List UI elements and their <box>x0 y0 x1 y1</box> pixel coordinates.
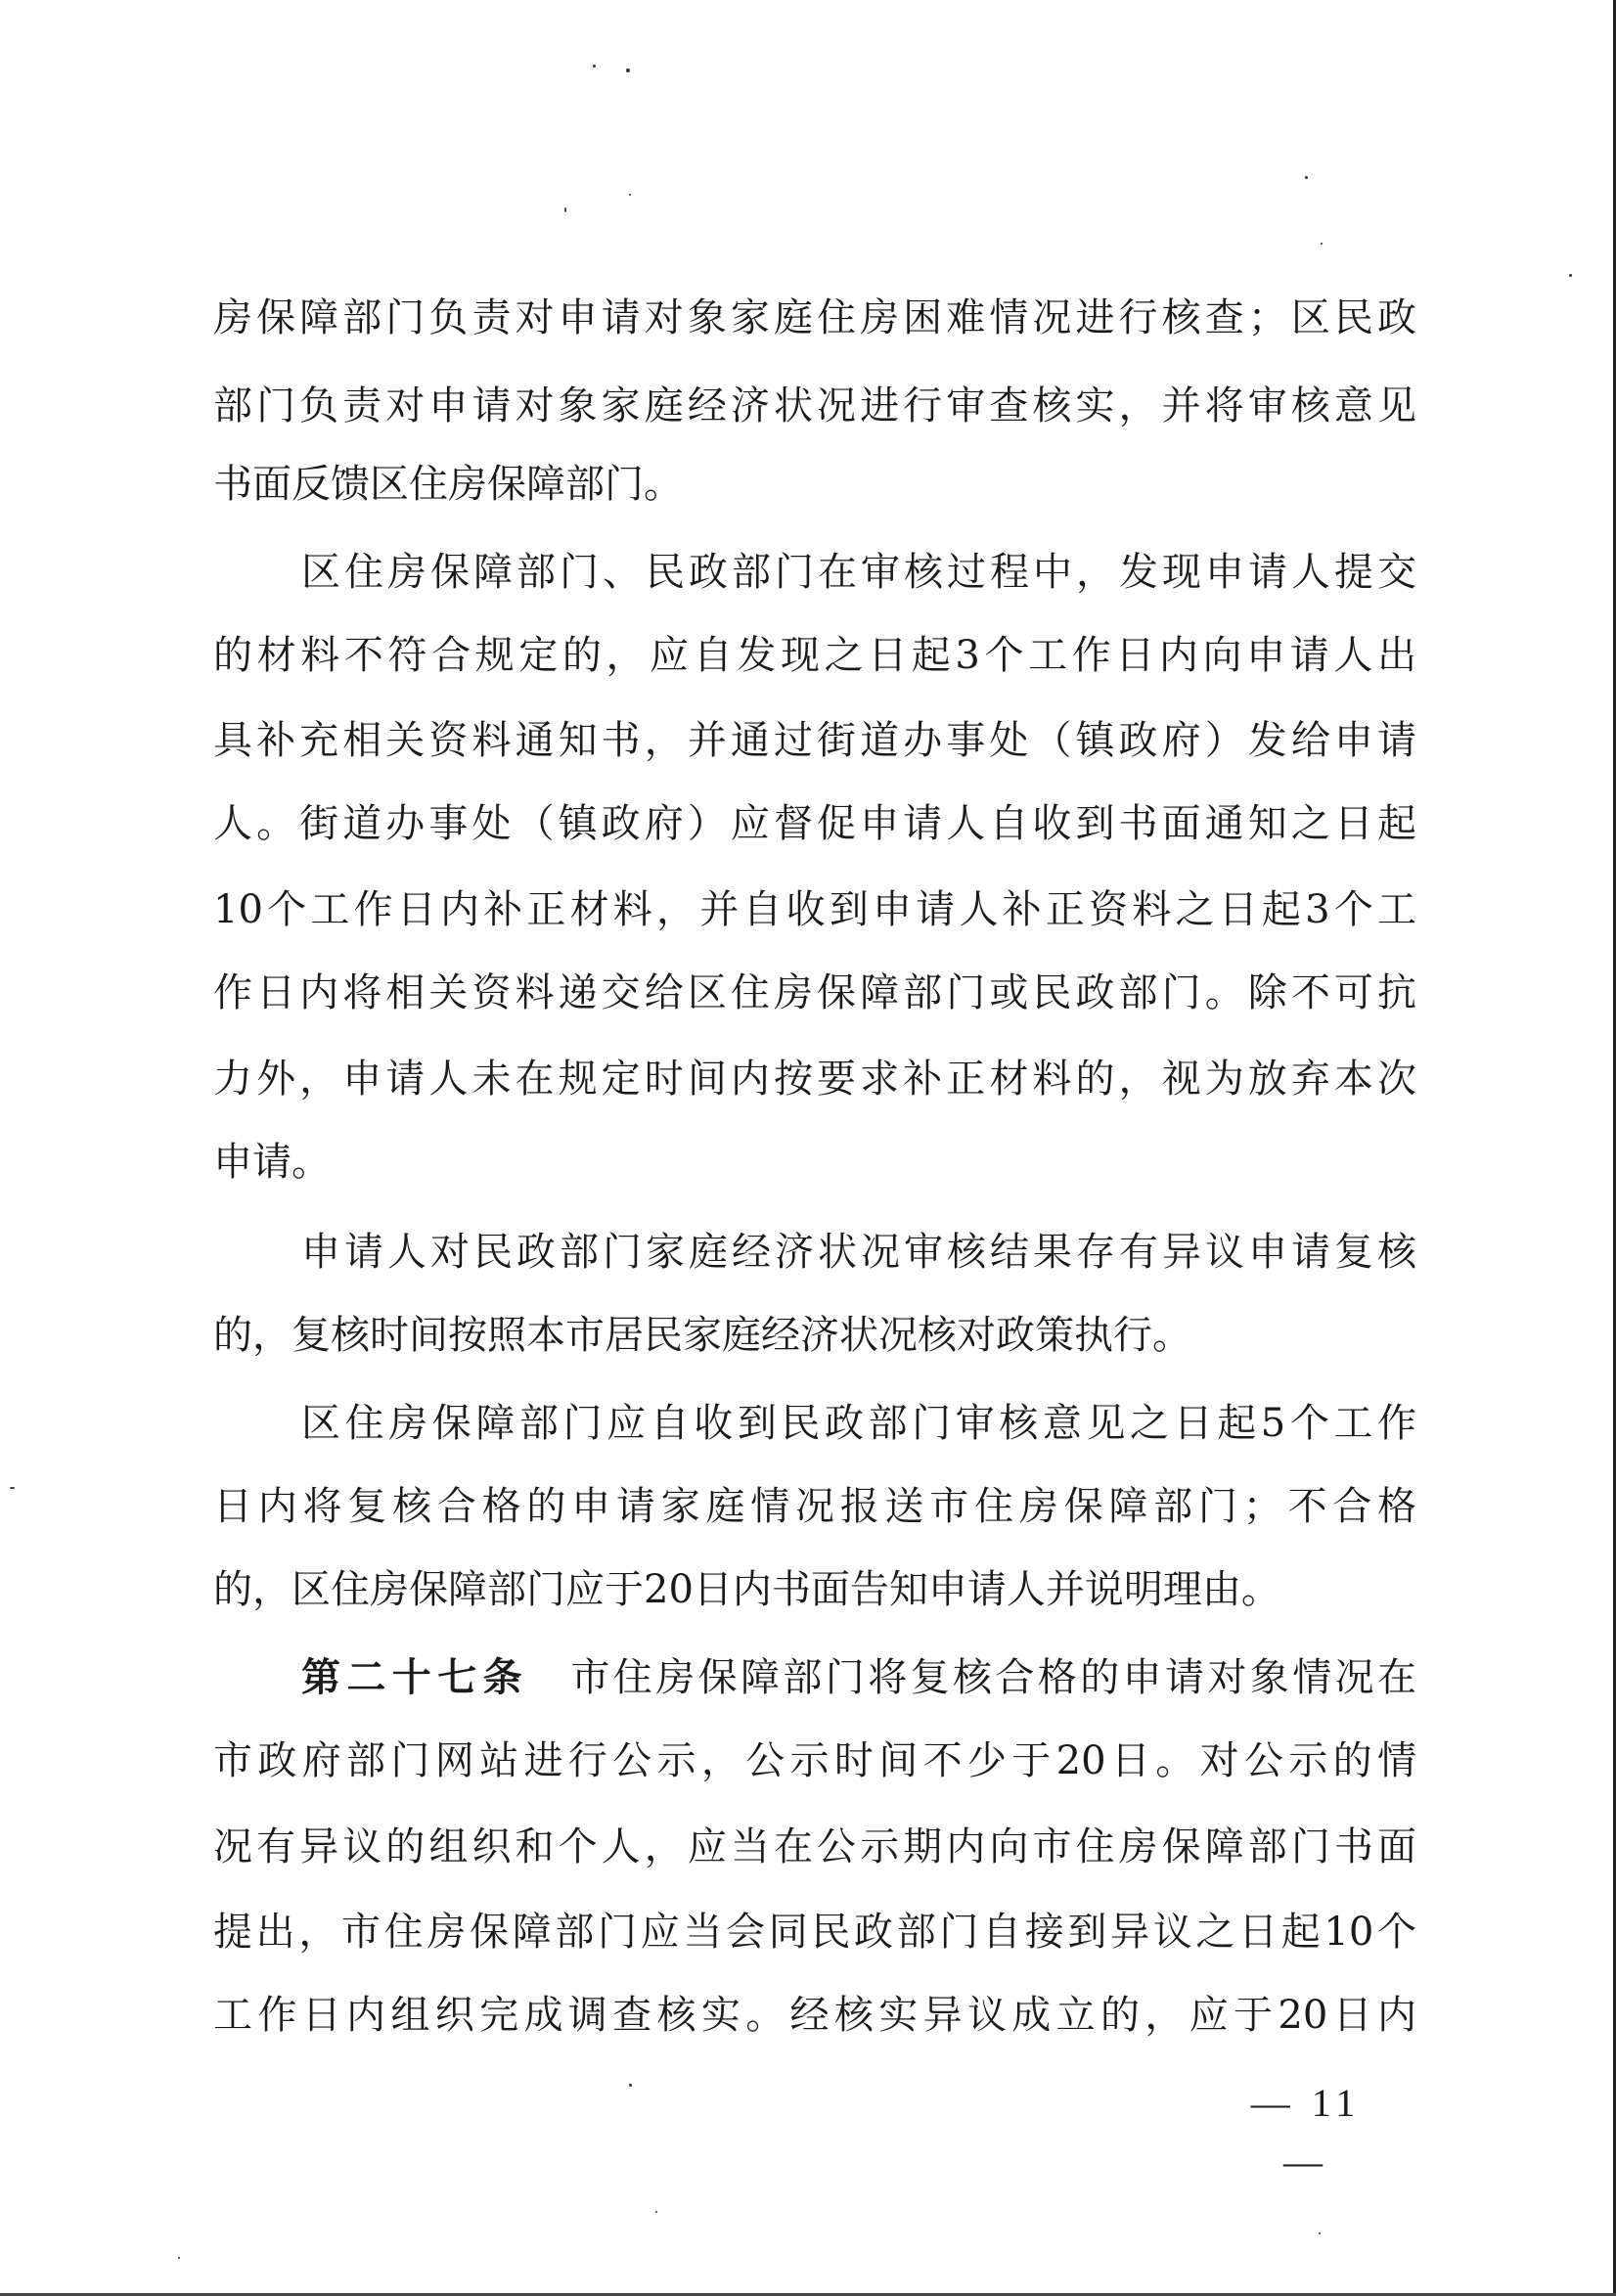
text-line: 部门负责对申请对象家庭经济状况进行审查核实，并将审核意见 <box>213 383 1416 428</box>
scan-speck <box>1569 274 1572 277</box>
scan-speck <box>593 65 596 68</box>
scan-speck <box>629 2084 632 2087</box>
scan-speck <box>178 2257 180 2259</box>
text-line: 作日内将相关资料递交给区住房保障部门或民政部门。除不可抗 <box>213 970 1416 1015</box>
scan-speck <box>10 1487 15 1489</box>
text-line: 房保障部门负责对申请对象家庭住房困难情况进行核查；区民政 <box>213 295 1416 340</box>
scan-speck <box>1319 2232 1321 2234</box>
text-line: 区住房保障部门应自收到民政部门审核意见之日起5个工作 <box>301 1401 1416 1446</box>
text-line: 人。街道办事处（镇政府）应督促申请人自收到书面通知之日起 <box>213 801 1416 846</box>
text-line: 申请。 <box>213 1140 331 1185</box>
text-line: 书面反馈区住房保障部门。 <box>213 462 683 507</box>
text-line: 市政府部门网站进行公示，公示时间不少于20日。对公示的情 <box>213 1738 1416 1783</box>
text-line: 工作日内组织完成调查核实。经核实异议成立的，应于20日内 <box>213 1993 1416 2038</box>
page-number: — 11 — <box>1250 2081 1362 2183</box>
text-line: 提出，市住房保障部门应当会同民政部门自接到异议之日起10个 <box>213 1910 1416 1955</box>
scan-speck <box>1321 243 1323 245</box>
text-line: 10个工作日内补正材料，并自收到申请人补正资料之日起3个工 <box>213 887 1416 932</box>
text-line: 具补充相关资料通知书，并通过街道办事处（镇政府）发给申请 <box>213 718 1416 763</box>
article-text: 市住房保障部门将复核合格的申请对象情况在 <box>567 1655 1416 1700</box>
text-line: 的，区住房保障部门应于20日内书面告知申请人并说明理由。 <box>213 1567 1280 1612</box>
text-line: 申请人对民政部门家庭经济状况审核结果存有异议申请复核 <box>301 1230 1416 1275</box>
scan-speck <box>655 2211 657 2213</box>
scan-speck <box>626 68 630 72</box>
text-line: 的，复核时间按照本市居民家庭经济状况核对政策执行。 <box>213 1313 1191 1358</box>
text-line: 的材料不符合规定的，应自发现之日起3个工作日内向申请人出 <box>213 633 1416 678</box>
text-line: 况有异议的组织和个人，应当在公示期内向市住房保障部门书面 <box>213 1824 1416 1869</box>
article-label: 第二十七条 <box>301 1655 528 1700</box>
scan-speck <box>629 194 631 196</box>
article-line <box>301 1634 1416 1722</box>
scan-speck <box>1305 176 1308 179</box>
text-line: 区住房保障部门、民政部门在审核过程中，发现申请人提交 <box>301 550 1416 595</box>
scan-speck <box>564 207 566 212</box>
text-line: 日内将复核合格的申请家庭情况报送市住房保障部门；不合格 <box>213 1484 1416 1529</box>
text-line: 力外，申请人未在规定时间内按要求补正材料的，视为放弃本次 <box>213 1057 1416 1102</box>
